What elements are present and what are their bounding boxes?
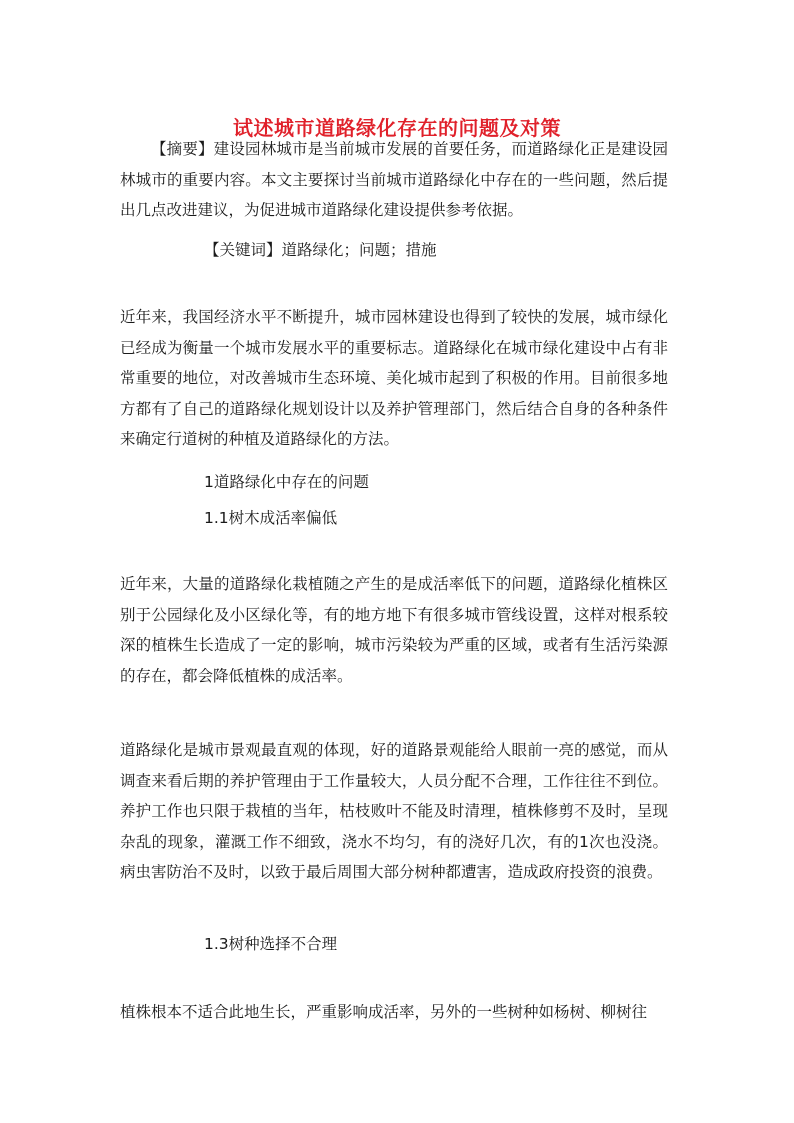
body-paragraph-species: 植株根本不适合此地生长，严重影响成活率，另外的一些树种如杨树、柳树往 [120, 1003, 648, 1021]
section-heading-1: 1道路绿化中存在的问题 [204, 473, 369, 491]
subsection-heading-1-3: 1.3树种选择不合理 [204, 935, 338, 953]
subsection-heading-1-1: 1.1树木成活率偏低 [204, 509, 338, 527]
body-paragraph-maintenance: 道路绿化是城市景观最直观的体现，好的道路景观能给人眼前一亮的感觉，而从调查来看后期的养护管理由于工作量较大，人员分配不合理，工作往往不到位。养护工作也只限于栽植的当年，枯枝败叶不能及时清理，植株修剪不及时，呈现杂乱的现象，灌溉工作不细致，浇水不均匀，有的浇好几次，有的1次也没浇。病虫害防治不及时，以致于最后周围大部分树种都遭害，造成政府投资的浪费。 [120, 741, 668, 881]
body-paragraph-survival-rate: 近年来，大量的道路绿化栽植随之产生的是成活率低下的问题，道路绿化植株区别于公园绿化及小区绿化等，有的地方地下有很多城市管线设置，这样对根系较深的植株生长造成了一定的影响，城市污染较为严重的区域，或者有生活污染源的存在，都会降低植株的成活率。 [120, 575, 668, 685]
keywords-line: 【关键词】道路绿化；问题；措施 [204, 241, 437, 259]
document-title: 试述城市道路绿化存在的问题及对策 [233, 116, 561, 141]
abstract-paragraph: 【摘要】建设园林城市是当前城市发展的首要任务，而道路绿化正是建设园林城市的重要内容。本文主要探讨当前城市道路绿化中存在的一些问题，然后提出几点改进建议，为促进城市道路绿化建设提供参考依据。 [120, 140, 668, 219]
body-paragraph-intro: 近年来，我国经济水平不断提升，城市园林建设也得到了较快的发展，城市绿化已经成为衡量一个城市发展水平的重要标志。道路绿化在城市绿化建设中占有非常重要的地位，对改善城市生态环境、美化城市起到了积极的作用。目前很多地方都有了自己的道路绿化规划设计以及养护管理部门，然后结合自身的各种条件来确定行道树的种植及道路绿化的方法。 [120, 308, 668, 448]
